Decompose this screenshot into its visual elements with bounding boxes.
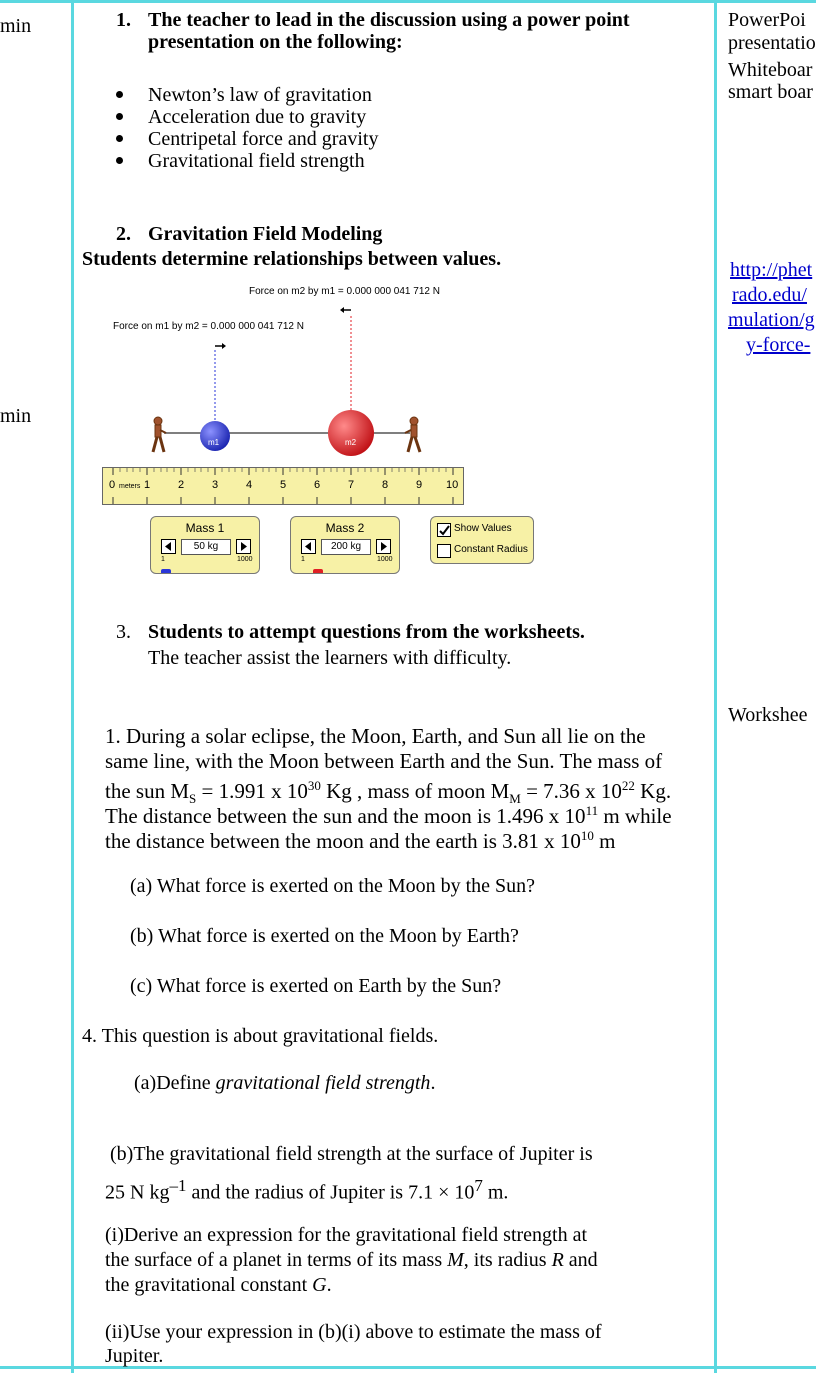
- show-values-label: Show Values: [454, 523, 512, 534]
- q1-part-c: (c) What force is exerted on Earth by the Sun?: [130, 975, 502, 997]
- phet-link-line3[interactable]: mulation/g: [728, 309, 815, 331]
- q4-part-i-line2: the surface of a planet in terms of its mass M, its radius R and: [105, 1249, 598, 1271]
- item3-line2: The teacher assist the learners with difficulty.: [148, 647, 512, 669]
- bullet-item: Centripetal force and gravity: [148, 128, 379, 150]
- item3-number: 3.: [116, 621, 131, 643]
- resource-powerpoint-line2: presentatio: [728, 32, 816, 54]
- ruler-tick-label: 6: [314, 479, 321, 491]
- q4-part-a: (a)Define gravitational field strength.: [134, 1072, 436, 1094]
- ruler-tick-label: 2: [178, 479, 185, 491]
- q4-intro: 4. This question is about gravitational fields.: [82, 1025, 439, 1047]
- bullet-icon: [116, 157, 123, 164]
- mass2-increase-button[interactable]: [376, 539, 391, 554]
- ruler-tick-label: 7: [348, 479, 355, 491]
- bullet-icon: [116, 113, 123, 120]
- time-cell-top: min: [0, 15, 32, 37]
- distance-ruler[interactable]: [102, 467, 464, 505]
- ruler-unit-label: meters: [119, 483, 141, 490]
- q4-part-i-line1: (i)Derive an expression for the gravitational field strength at: [105, 1224, 588, 1246]
- mass1-increase-button[interactable]: [236, 539, 251, 554]
- mass1-value[interactable]: 50 kg: [181, 539, 231, 555]
- bullet-item: Gravitational field strength: [148, 150, 365, 172]
- item2-subheading: Students determine relationships between values.: [82, 248, 502, 270]
- q1-part-a: (a) What force is exerted on the Moon by the Sun?: [130, 875, 536, 897]
- item1-heading-line2: presentation on the following:: [148, 31, 403, 53]
- bullet-item: Newton’s law of gravitation: [148, 84, 372, 106]
- column-divider-right: [714, 0, 717, 1373]
- table-top-border: [0, 0, 816, 3]
- q1-line2: same line, with the Moon between Earth and the Sun. The mass of: [105, 749, 663, 773]
- time-cell-mid: min: [0, 405, 32, 427]
- bullet-icon: [116, 91, 123, 98]
- ruler-tick-label: 9: [416, 479, 423, 491]
- item3-heading: Students to attempt questions from the worksheets.: [148, 621, 585, 643]
- mass1-title: Mass 1: [185, 521, 225, 535]
- bullet-item: Acceleration due to gravity: [148, 106, 367, 128]
- ruler-tick-label: 8: [382, 479, 389, 491]
- q1-line3: the sun $M_S = 1.991$ x $10^{30}$ Kg , mass of moon $M_M = 7.36$ x $10^{22}$ Kg.: [105, 778, 672, 807]
- q4-part-ii-line1: (ii)Use your expression in (b)(i) above to estimate the mass of: [105, 1321, 602, 1343]
- item1-heading-line1: The teacher to lead in the discussion using a power point: [148, 9, 630, 31]
- mass1-ball-label: m1: [208, 438, 220, 447]
- right-puller-figure-icon: [405, 417, 420, 452]
- q1-line4: The distance between the sun and the moon is 1.496 x $10^{11}$ m while: [105, 803, 672, 828]
- bullet-icon: [116, 135, 123, 142]
- mass1-max-label: 1000: [237, 556, 253, 563]
- resource-whiteboard-line1: Whiteboar: [728, 59, 813, 81]
- q4-part-b-line1: (b)The gravitational field strength at the surface of Jupiter is: [110, 1143, 593, 1165]
- resource-powerpoint-line1: PowerPoi: [728, 9, 806, 31]
- item2-heading: Gravitation Field Modeling: [148, 223, 383, 245]
- resource-worksheet: Workshee: [728, 704, 808, 726]
- q1-line1: 1. During a solar eclipse, the Moon, Earth, and Sun all lie on the: [105, 724, 646, 748]
- mass2-value[interactable]: 200 kg: [321, 539, 371, 555]
- phet-link-line2[interactable]: rado.edu/: [732, 284, 807, 306]
- q4-part-i-line3: the gravitational constant G.: [105, 1274, 332, 1296]
- mass2-title: Mass 2: [325, 521, 365, 535]
- force-arrow-m2-icon: [340, 307, 351, 313]
- constant-radius-checkbox[interactable]: [437, 544, 451, 558]
- mass1-decrease-button[interactable]: [161, 539, 176, 554]
- force-arrow-m1-icon: [215, 343, 226, 349]
- arrow-right-icon: [241, 542, 247, 551]
- q1-part-b: (b) What force is exerted on the Moon by Earth?: [130, 925, 519, 947]
- item2-number: 2.: [116, 223, 131, 245]
- mass2-min-label: 1: [301, 556, 305, 563]
- item1-number: 1.: [116, 9, 131, 31]
- resource-whiteboard-line2: smart boar: [728, 81, 813, 103]
- constant-radius-label: Constant Radius: [454, 544, 528, 555]
- q4-part-b-line2: 25 N $kg^{-1}$ and the radius of Jupiter is $7.1 \times 10^7$ m.: [105, 1176, 509, 1204]
- arrow-right-icon: [381, 542, 387, 551]
- checkmark-icon: [440, 526, 449, 534]
- q1-line5: the distance between the moon and the earth is 3.81 x $10^{10}$ m: [105, 828, 616, 853]
- mass1-slider-thumb[interactable]: [161, 569, 171, 574]
- show-values-checkbox[interactable]: [437, 523, 451, 537]
- mass2-decrease-button[interactable]: [301, 539, 316, 554]
- phet-link-line4[interactable]: y-force-: [746, 334, 811, 356]
- left-puller-figure-icon: [153, 417, 166, 452]
- ruler-tick-label: 5: [280, 479, 287, 491]
- mass2-ball: [328, 410, 374, 456]
- mass2-control-panel: [290, 516, 400, 574]
- mass2-ball-label: m2: [345, 438, 357, 447]
- arrow-left-icon: [165, 542, 171, 551]
- column-divider-left: [71, 0, 74, 1373]
- ruler-tick-label: 4: [246, 479, 253, 491]
- options-panel: [430, 516, 534, 564]
- mass1-min-label: 1: [161, 556, 165, 563]
- ruler-tick-label: 3: [212, 479, 219, 491]
- ruler-tick-label: 1: [144, 479, 151, 491]
- ruler-tick-label: 10: [446, 479, 459, 491]
- q4-part-ii-line2: Jupiter.: [105, 1345, 164, 1367]
- ruler-start-label: 0: [109, 479, 116, 491]
- arrow-left-icon: [305, 542, 311, 551]
- force-on-m2-label: Force on m2 by m1 = 0.000 000 041 712 N: [249, 286, 440, 297]
- mass2-max-label: 1000: [377, 556, 393, 563]
- force-on-m1-label: Force on m1 by m2 = 0.000 000 041 712 N: [113, 321, 304, 332]
- mass1-control-panel: [150, 516, 260, 574]
- phet-link-line1[interactable]: http://phet: [730, 259, 813, 281]
- mass2-slider-thumb[interactable]: [313, 569, 323, 574]
